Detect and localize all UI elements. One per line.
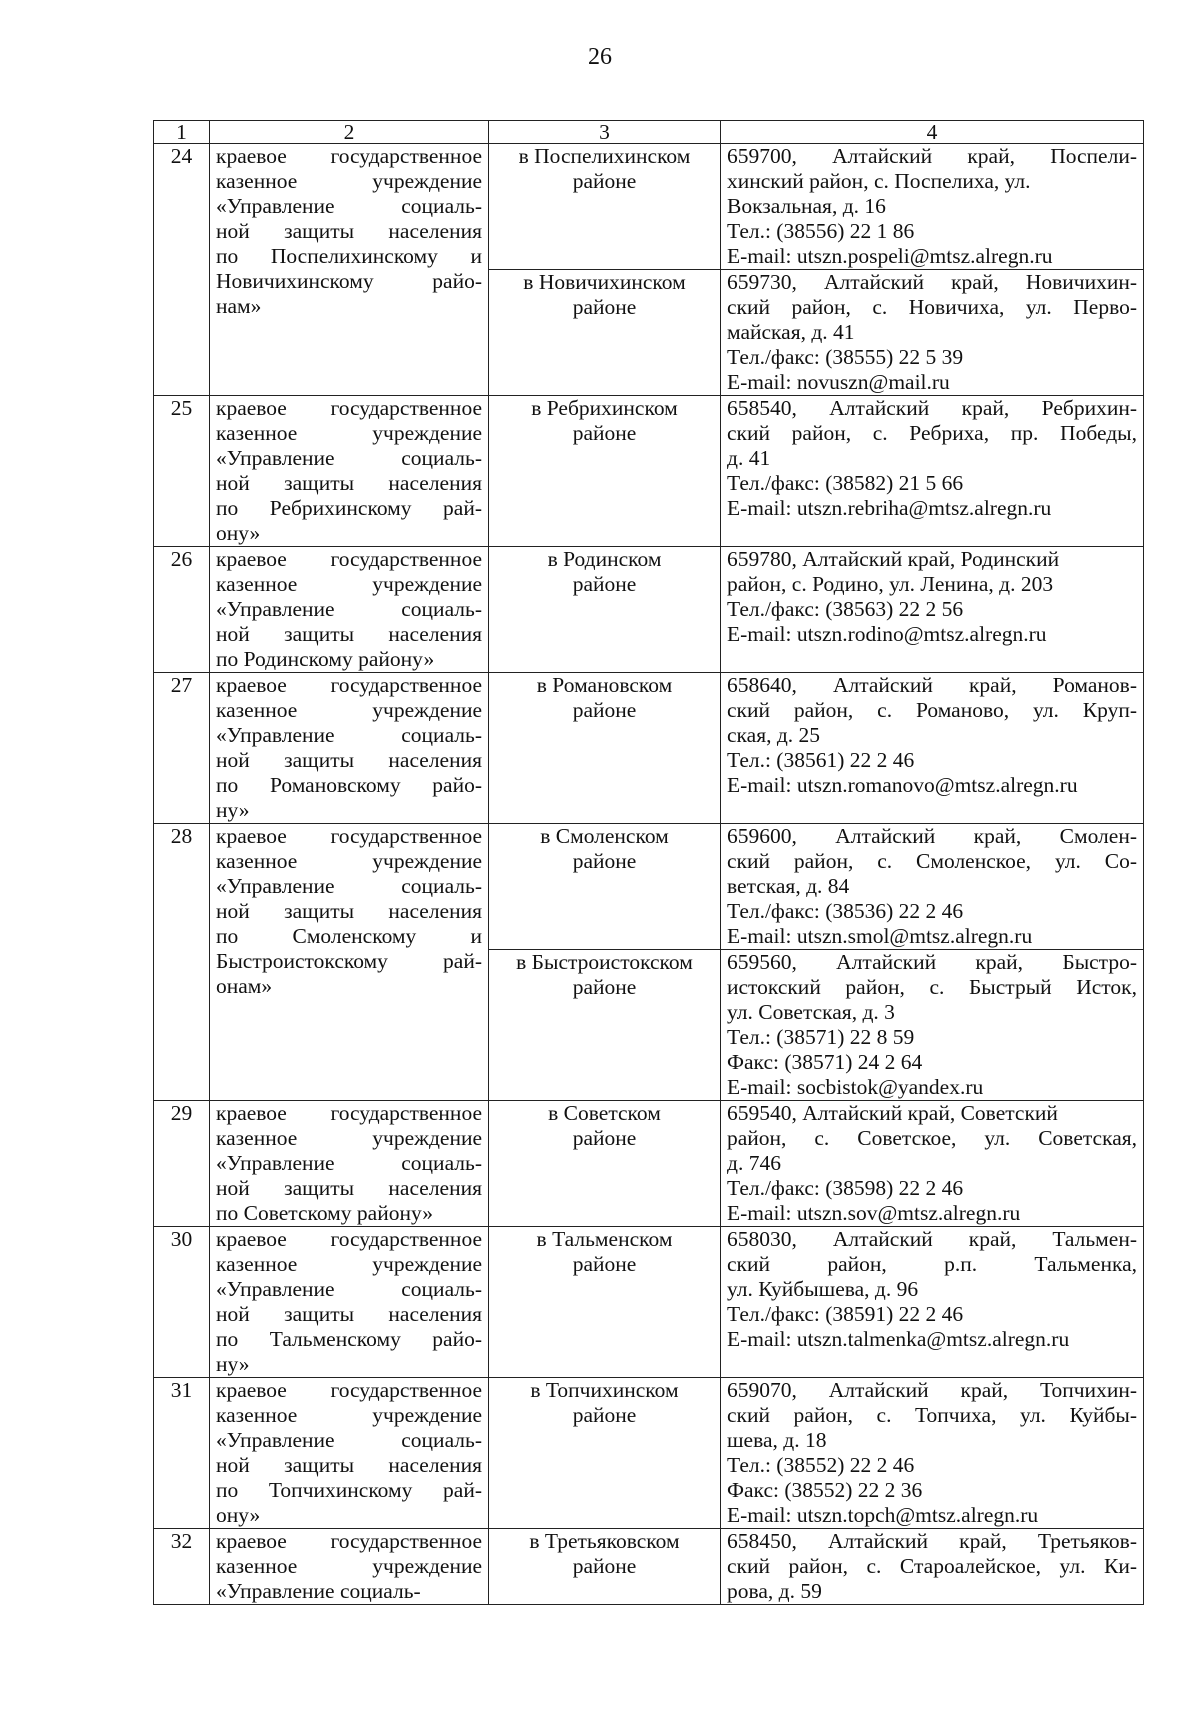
- address-cell: [721, 547, 1144, 673]
- text-line: краевое государственное: [216, 1101, 482, 1125]
- text-line: ной защиты населения: [216, 899, 482, 923]
- text-line: казенное учреждение: [216, 421, 482, 445]
- email-line: E-mail: utszn.rodino@mtsz.alregn.ru: [727, 622, 1047, 646]
- email-line: E-mail: socbistok@yandex.ru: [727, 1075, 984, 1099]
- text-line: по Топчихинскому рай-: [216, 1478, 482, 1502]
- row-number: 25: [154, 396, 210, 547]
- email-line: E-mail: utszn.topch@mtsz.alregn.ru: [727, 1503, 1039, 1527]
- organization-name: [210, 1101, 489, 1227]
- phone-line: Факс: (38571) 24 2 64: [727, 1050, 923, 1074]
- address-cell: [721, 1378, 1144, 1529]
- address-cell: [721, 824, 1144, 950]
- text-line: «Управление социаль-: [216, 1277, 482, 1301]
- organization-name: [210, 824, 489, 1101]
- text-line: по Советскому району»: [216, 1201, 434, 1225]
- address-line: ский район, с. Топчиха, ул. Куйбы-: [727, 1403, 1137, 1427]
- column-header: 3: [489, 121, 721, 144]
- text-line: Новичихинскому райо-: [216, 269, 482, 293]
- address-line: 659560, Алтайский край, Быстро-: [727, 950, 1137, 974]
- district-cell: [489, 950, 721, 1101]
- address-line: 659700, Алтайский край, Поспели-: [727, 144, 1137, 168]
- address-cell: [721, 1529, 1144, 1605]
- address-line: шева, д. 18: [727, 1428, 827, 1452]
- text-line: онам»: [216, 974, 273, 998]
- row-number: 32: [154, 1529, 210, 1605]
- address-line: район, с. Советское, ул. Советская,: [727, 1126, 1137, 1150]
- text-line: районе: [572, 698, 637, 722]
- text-line: казенное учреждение: [216, 1403, 482, 1427]
- organization-name: [210, 1227, 489, 1378]
- table-row: [154, 547, 1144, 673]
- phone-line: Тел.: (38552) 22 2 46: [727, 1453, 915, 1477]
- text-line: краевое государственное: [216, 1378, 482, 1402]
- address-line: 659730, Алтайский край, Новичихин-: [727, 270, 1137, 294]
- email-line: E-mail: utszn.talmenka@mtsz.alregn.ru: [727, 1327, 1070, 1351]
- phone-line: Тел./факс: (38591) 22 2 46: [727, 1302, 964, 1326]
- address-cell: [721, 396, 1144, 547]
- text-line: в Романовском: [536, 673, 673, 697]
- text-line: в Быстроистокском: [516, 950, 693, 974]
- email-line: E-mail: utszn.smol@mtsz.alregn.ru: [727, 924, 1033, 948]
- text-line: казенное учреждение: [216, 1554, 482, 1578]
- organization-name: [210, 396, 489, 547]
- text-line: районе: [572, 1126, 637, 1150]
- address-cell: [721, 950, 1144, 1101]
- text-line: казенное учреждение: [216, 1126, 482, 1150]
- text-line: ной защиты населения: [216, 219, 482, 243]
- address-line: ский район, с. Новичиха, ул. Перво-: [727, 295, 1137, 319]
- address-line: ский район, с. Староалейское, ул. Ки-: [727, 1554, 1137, 1578]
- phone-line: Тел./факс: (38563) 22 2 56: [727, 597, 964, 621]
- organization-name: [210, 1529, 489, 1605]
- phone-line: Тел./факс: (38536) 22 2 46: [727, 899, 964, 923]
- text-line: районе: [572, 572, 637, 596]
- text-line: районе: [572, 849, 637, 873]
- table-row: [154, 1529, 1144, 1605]
- address-cell: [721, 270, 1144, 396]
- address-line: 658030, Алтайский край, Тальмен-: [727, 1227, 1137, 1251]
- text-line: в Смоленском: [540, 824, 669, 848]
- text-line: ной защиты населения: [216, 471, 482, 495]
- text-line: районе: [572, 421, 637, 445]
- text-line: краевое государственное: [216, 824, 482, 848]
- address-line: 658540, Алтайский край, Ребрихин-: [727, 396, 1137, 420]
- address-line: 659780, Алтайский край, Родинский: [727, 547, 1060, 571]
- address-line: ветская, д. 84: [727, 874, 850, 898]
- table-row: [154, 1378, 1144, 1529]
- text-line: ной защиты населения: [216, 1302, 482, 1326]
- phone-line: Тел./факс: (38582) 21 5 66: [727, 471, 964, 495]
- text-line: краевое государственное: [216, 547, 482, 571]
- text-line: в Ребрихинском: [531, 396, 678, 420]
- address-line: рова, д. 59: [727, 1579, 822, 1603]
- header-row: [154, 121, 1144, 144]
- text-line: по Смоленскому и: [216, 924, 482, 948]
- address-line: 658640, Алтайский край, Романов-: [727, 673, 1137, 697]
- email-line: E-mail: utszn.pospeli@mtsz.alregn.ru: [727, 244, 1053, 268]
- district-cell: [489, 396, 721, 547]
- text-line: ной защиты населения: [216, 1453, 482, 1477]
- address-line: д. 746: [727, 1151, 781, 1175]
- column-header: 1: [154, 121, 210, 144]
- phone-line: Факс: (38552) 22 2 36: [727, 1478, 923, 1502]
- text-line: районе: [572, 1252, 637, 1276]
- address-cell: [721, 1227, 1144, 1378]
- address-line: ская, д. 25: [727, 723, 821, 747]
- text-line: казенное учреждение: [216, 849, 482, 873]
- district-cell: [489, 547, 721, 673]
- page-number: 26: [588, 44, 612, 70]
- phone-line: Тел.: (38556) 22 1 86: [727, 219, 915, 243]
- text-line: казенное учреждение: [216, 572, 482, 596]
- address-line: ул. Куйбышева, д. 96: [727, 1277, 919, 1301]
- district-cell: [489, 673, 721, 824]
- phone-line: Тел./факс: (38598) 22 2 46: [727, 1176, 964, 1200]
- table-row: [154, 824, 1144, 950]
- text-line: в Родинском: [547, 547, 662, 571]
- organization-name: [210, 144, 489, 396]
- row-number: 30: [154, 1227, 210, 1378]
- email-line: E-mail: utszn.sov@mtsz.alregn.ru: [727, 1201, 1021, 1225]
- address-line: 659600, Алтайский край, Смолен-: [727, 824, 1137, 848]
- email-line: E-mail: novuszn@mail.ru: [727, 370, 950, 394]
- address-line: д. 41: [727, 446, 771, 470]
- text-line: ну»: [216, 798, 250, 822]
- text-line: в Топчихинском: [530, 1378, 679, 1402]
- text-line: по Ребрихинскому рай-: [216, 496, 482, 520]
- phone-line: Тел.: (38561) 22 2 46: [727, 748, 915, 772]
- text-line: в Советском: [548, 1101, 661, 1125]
- column-header: 2: [210, 121, 489, 144]
- text-line: в Третьяковском: [529, 1529, 680, 1553]
- row-number: 29: [154, 1101, 210, 1227]
- text-line: краевое государственное: [216, 144, 482, 168]
- table-row: [154, 144, 1144, 270]
- table-row: [154, 396, 1144, 547]
- text-line: ну»: [216, 1352, 250, 1376]
- institutions-table: [153, 120, 1144, 1605]
- text-line: в Поспелихинском: [518, 144, 691, 168]
- address-line: истокский район, с. Быстрый Исток,: [727, 975, 1137, 999]
- district-cell: [489, 1378, 721, 1529]
- address-cell: [721, 144, 1144, 270]
- text-line: казенное учреждение: [216, 698, 482, 722]
- row-number: 28: [154, 824, 210, 1101]
- row-number: 27: [154, 673, 210, 824]
- text-line: Быстроистокскому рай-: [216, 949, 482, 973]
- table-row: [154, 673, 1144, 824]
- district-cell: [489, 824, 721, 950]
- text-line: «Управление социаль-: [216, 597, 482, 621]
- district-cell: [489, 1227, 721, 1378]
- organization-name: [210, 673, 489, 824]
- text-line: «Управление социаль-: [216, 1151, 482, 1175]
- district-cell: [489, 1529, 721, 1605]
- text-line: краевое государственное: [216, 1529, 482, 1553]
- row-number: 24: [154, 144, 210, 396]
- phone-line: Тел./факс: (38555) 22 5 39: [727, 345, 964, 369]
- text-line: «Управление социаль-: [216, 1579, 421, 1603]
- text-line: «Управление социаль-: [216, 194, 482, 218]
- address-line: Вокзальная, д. 16: [727, 194, 886, 218]
- address-line: ский район, с. Романово, ул. Круп-: [727, 698, 1137, 722]
- table-row: [154, 1227, 1144, 1378]
- address-line: ский район, с. Ребриха, пр. Победы,: [727, 421, 1137, 445]
- text-line: по Поспелихинскому и: [216, 244, 482, 268]
- row-number: 26: [154, 547, 210, 673]
- text-line: ной защиты населения: [216, 748, 482, 772]
- text-line: районе: [572, 975, 637, 999]
- text-line: «Управление социаль-: [216, 1428, 482, 1452]
- text-line: «Управление социаль-: [216, 874, 482, 898]
- address-line: хинский район, с. Поспелиха, ул.: [727, 169, 1031, 193]
- text-line: ону»: [216, 1503, 261, 1527]
- text-line: районе: [572, 1554, 637, 1578]
- table-row: [154, 1101, 1144, 1227]
- text-line: казенное учреждение: [216, 1252, 482, 1276]
- text-line: в Тальменском: [536, 1227, 673, 1251]
- text-line: ной защиты населения: [216, 622, 482, 646]
- text-line: «Управление социаль-: [216, 723, 482, 747]
- text-line: по Тальменскому райо-: [216, 1327, 482, 1351]
- text-line: районе: [572, 295, 637, 319]
- address-line: 658450, Алтайский край, Третьяков-: [727, 1529, 1137, 1553]
- text-line: краевое государственное: [216, 673, 482, 697]
- district-cell: [489, 144, 721, 270]
- address-line: майская, д. 41: [727, 320, 855, 344]
- column-header: 4: [721, 121, 1144, 144]
- text-line: казенное учреждение: [216, 169, 482, 193]
- phone-line: Тел.: (38571) 22 8 59: [727, 1025, 915, 1049]
- text-line: ону»: [216, 521, 261, 545]
- organization-name: [210, 1378, 489, 1529]
- address-line: район, с. Родино, ул. Ленина, д. 203: [727, 572, 1054, 596]
- organization-name: [210, 547, 489, 673]
- address-cell: [721, 673, 1144, 824]
- address-line: 659540, Алтайский край, Советский: [727, 1101, 1058, 1125]
- text-line: по Родинскому району»: [216, 647, 435, 671]
- district-cell: [489, 1101, 721, 1227]
- text-line: ной защиты населения: [216, 1176, 482, 1200]
- text-line: нам»: [216, 294, 262, 318]
- email-line: E-mail: utszn.rebriha@mtsz.alregn.ru: [727, 496, 1052, 520]
- address-cell: [721, 1101, 1144, 1227]
- text-line: в Новичихинском: [523, 270, 686, 294]
- address-line: ул. Советская, д. 3: [727, 1000, 895, 1024]
- row-number: 31: [154, 1378, 210, 1529]
- text-line: районе: [572, 1403, 637, 1427]
- text-line: краевое государственное: [216, 1227, 482, 1251]
- email-line: E-mail: utszn.romanovo@mtsz.alregn.ru: [727, 773, 1078, 797]
- text-line: краевое государственное: [216, 396, 482, 420]
- text-line: «Управление социаль-: [216, 446, 482, 470]
- address-line: 659070, Алтайский край, Топчихин-: [727, 1378, 1137, 1402]
- address-line: ский район, с. Смоленское, ул. Со-: [727, 849, 1137, 873]
- address-line: ский район, р.п. Тальменка,: [727, 1252, 1137, 1276]
- text-line: по Романовскому райо-: [216, 773, 482, 797]
- text-line: районе: [572, 169, 637, 193]
- district-cell: [489, 270, 721, 396]
